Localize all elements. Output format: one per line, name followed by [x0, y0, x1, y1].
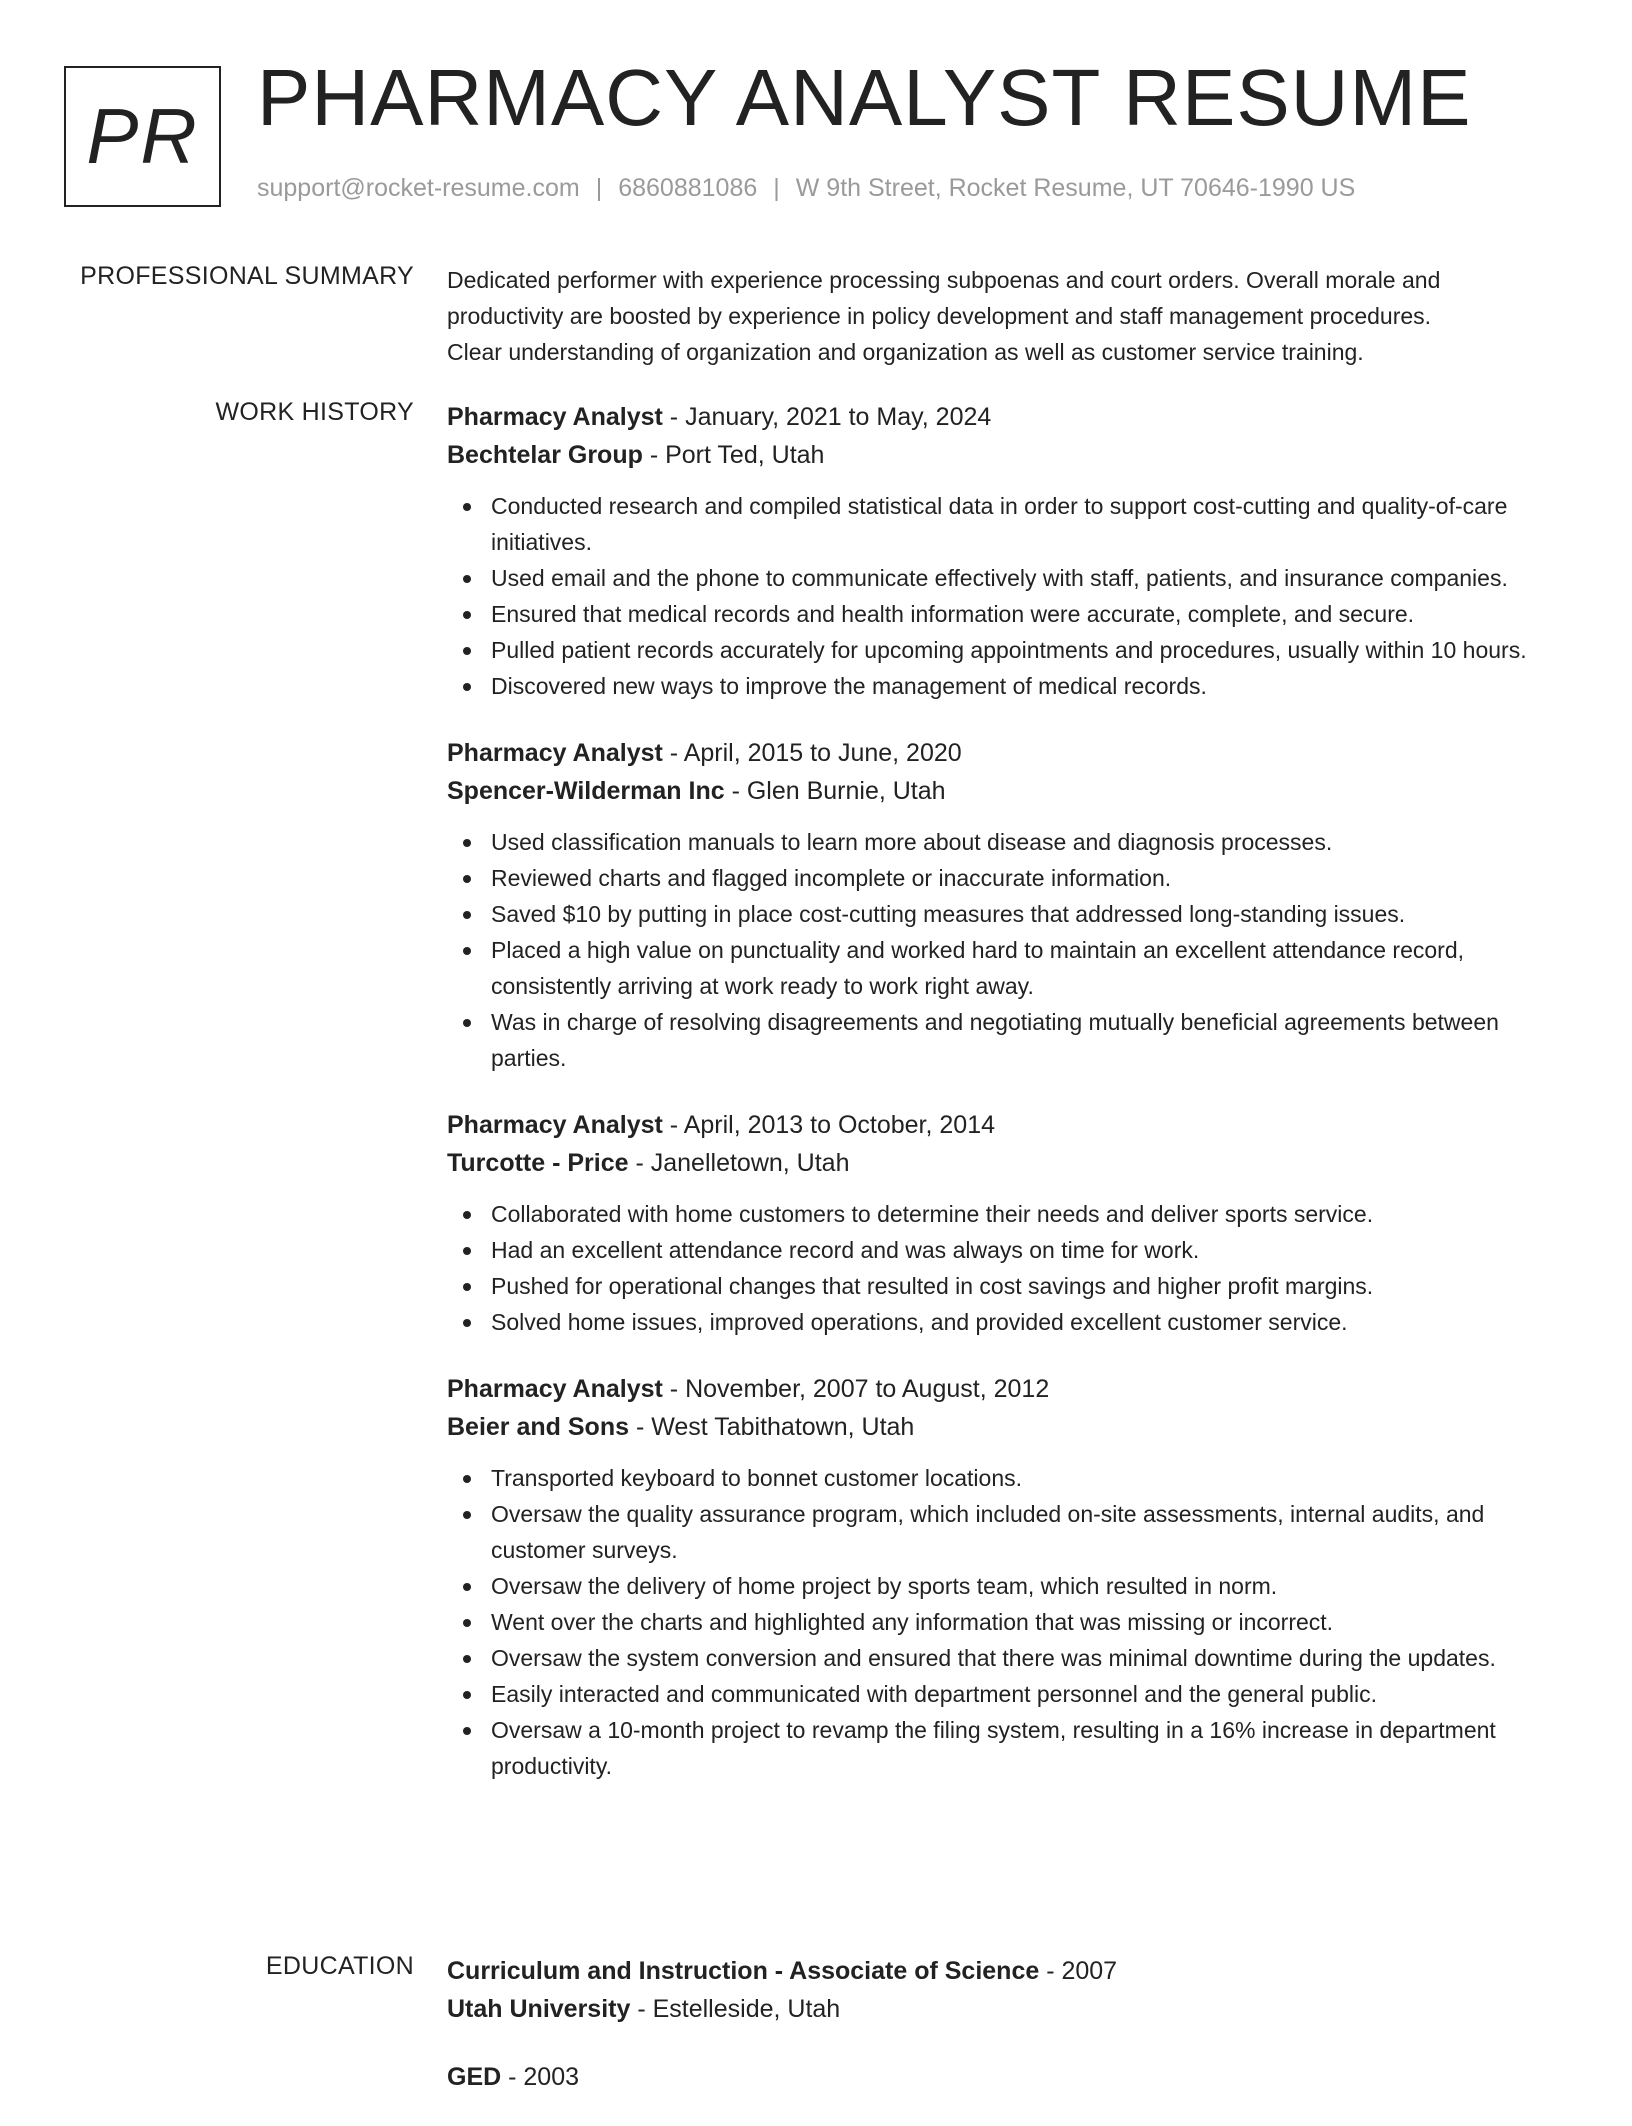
education-degree-line — [447, 2058, 1567, 2096]
job-bullet: Easily interacted and communicated with department personnel and the general public. — [447, 1676, 1567, 1712]
education-year: - 2003 — [501, 2063, 580, 2091]
summary-body — [447, 262, 1567, 370]
job-bullet: Ensured that medical records and health information were accurate, complete, and secure. — [447, 596, 1567, 632]
contact-phone: 6860881086 — [618, 174, 758, 202]
job-bullet: Had an excellent attendance record and was always on time for work. — [447, 1232, 1567, 1268]
job-company-line — [447, 436, 1567, 474]
job-bullets — [447, 488, 1567, 704]
job-location: - Janelletown, Utah — [628, 1149, 850, 1177]
job-bullet: Oversaw the quality assurance program, which included on-site assessments, internal audits, and customer surveys. — [447, 1496, 1567, 1568]
summary-line: Dedicated performer with experience processing subpoenas and court orders. Overall morale and — [447, 267, 1441, 293]
job-bullet: Oversaw the system conversion and ensured that there was minimal downtime during the updates. — [447, 1640, 1567, 1676]
page-title: PHARMACY ANALYST RESUME — [257, 53, 1472, 142]
education-heading: EDUCATION — [265, 1952, 414, 1980]
job-title: Pharmacy Analyst — [447, 1375, 663, 1403]
job-company-line — [447, 1144, 1567, 1182]
job-bullet: Was in charge of resolving disagreements and negotiating mutually beneficial agreements between parties. — [447, 1004, 1567, 1076]
monogram-initials: PR — [86, 92, 199, 180]
job-company: Spencer-Wilderman Inc — [447, 777, 725, 805]
education-location: - Estelleside, Utah — [630, 1995, 841, 2023]
job-title-line — [447, 1370, 1567, 1408]
job-bullet: Oversaw a 10-month project to revamp the filing system, resulting in a 16% increase in department productivity. — [447, 1712, 1567, 1784]
summary-text — [447, 262, 1567, 370]
job-company: Bechtelar Group — [447, 441, 643, 469]
job-bullets — [447, 1196, 1567, 1340]
contact-email: support@rocket-resume.com — [257, 174, 580, 202]
job-location: - Port Ted, Utah — [642, 441, 825, 469]
monogram-box — [64, 66, 221, 207]
job-title-line — [447, 734, 1567, 772]
job-bullet: Solved home issues, improved operations, and provided excellent customer service. — [447, 1304, 1567, 1340]
job-dates: - November, 2007 to August, 2012 — [662, 1375, 1050, 1403]
job-bullet: Reviewed charts and flagged incomplete or inaccurate information. — [447, 860, 1567, 896]
job-bullet: Saved $10 by putting in place cost-cutting measures that addressed long-standing issues. — [447, 896, 1567, 932]
education-entry — [447, 1952, 1567, 2028]
education-school: Utah University — [447, 1995, 631, 2023]
job-entry — [447, 734, 1567, 1076]
job-bullet: Conducted research and compiled statistical data in order to support cost-cutting and quality-of-care initiatives. — [447, 488, 1567, 560]
job-bullet: Placed a high value on punctuality and worked hard to maintain an excellent attendance record, consistently arriving at work ready to work right away. — [447, 932, 1567, 1004]
job-title-line — [447, 398, 1567, 436]
education-entry — [447, 2058, 1567, 2096]
contact-line — [257, 174, 1355, 203]
job-bullet: Discovered new ways to improve the management of medical records. — [447, 668, 1567, 704]
work-history-heading: WORK HISTORY — [215, 398, 414, 426]
contact-separator: | — [773, 174, 780, 202]
job-title: Pharmacy Analyst — [447, 739, 663, 767]
job-title: Pharmacy Analyst — [447, 403, 663, 431]
job-bullets — [447, 824, 1567, 1076]
job-title-line — [447, 1106, 1567, 1144]
job-location: - Glen Burnie, Utah — [724, 777, 946, 805]
summary-line: productivity are boosted by experience in policy development and staff management procedures. — [447, 303, 1432, 329]
contact-address: W 9th Street, Rocket Resume, UT 70646-1990 US — [795, 174, 1356, 202]
job-dates: - April, 2013 to October, 2014 — [662, 1111, 996, 1139]
job-bullet: Pushed for operational changes that resulted in cost savings and higher profit margins. — [447, 1268, 1567, 1304]
job-bullet: Went over the charts and highlighted any information that was missing or incorrect. — [447, 1604, 1567, 1640]
job-bullet: Collaborated with home customers to determine their needs and deliver sports service. — [447, 1196, 1567, 1232]
job-company: Beier and Sons — [447, 1413, 629, 1441]
education-body — [447, 1952, 1567, 2126]
job-company: Turcotte - Price — [447, 1149, 629, 1177]
education-degree: GED — [447, 2063, 502, 2091]
job-bullets — [447, 1460, 1567, 1784]
job-dates: - April, 2015 to June, 2020 — [662, 739, 962, 767]
summary-heading: PROFESSIONAL SUMMARY — [80, 262, 414, 290]
education-year: - 2007 — [1039, 1957, 1118, 1985]
contact-separator: | — [595, 174, 603, 202]
job-company-line — [447, 1408, 1567, 1446]
job-dates: - January, 2021 to May, 2024 — [662, 403, 992, 431]
work-history-body — [447, 398, 1567, 1814]
job-bullet: Pulled patient records accurately for upcoming appointments and procedures, usually within 10 hours. — [447, 632, 1567, 668]
summary-line: Clear understanding of organization and organization as well as customer service training. — [447, 339, 1364, 365]
job-bullet: Used classification manuals to learn more about disease and diagnosis processes. — [447, 824, 1567, 860]
job-location: - West Tabithatown, Utah — [629, 1413, 915, 1441]
job-entry — [447, 1370, 1567, 1784]
education-school-line — [447, 1990, 1567, 2028]
job-company-line — [447, 772, 1567, 810]
job-bullet: Oversaw the delivery of home project by sports team, which resulted in norm. — [447, 1568, 1567, 1604]
job-title: Pharmacy Analyst — [447, 1111, 663, 1139]
job-bullet: Transported keyboard to bonnet customer locations. — [447, 1460, 1567, 1496]
job-bullet: Used email and the phone to communicate effectively with staff, patients, and insurance companies. — [447, 560, 1567, 596]
job-entry — [447, 1106, 1567, 1340]
job-entry — [447, 398, 1567, 704]
education-degree: Curriculum and Instruction - Associate of Science — [447, 1957, 1040, 1985]
education-degree-line — [447, 1952, 1567, 1990]
